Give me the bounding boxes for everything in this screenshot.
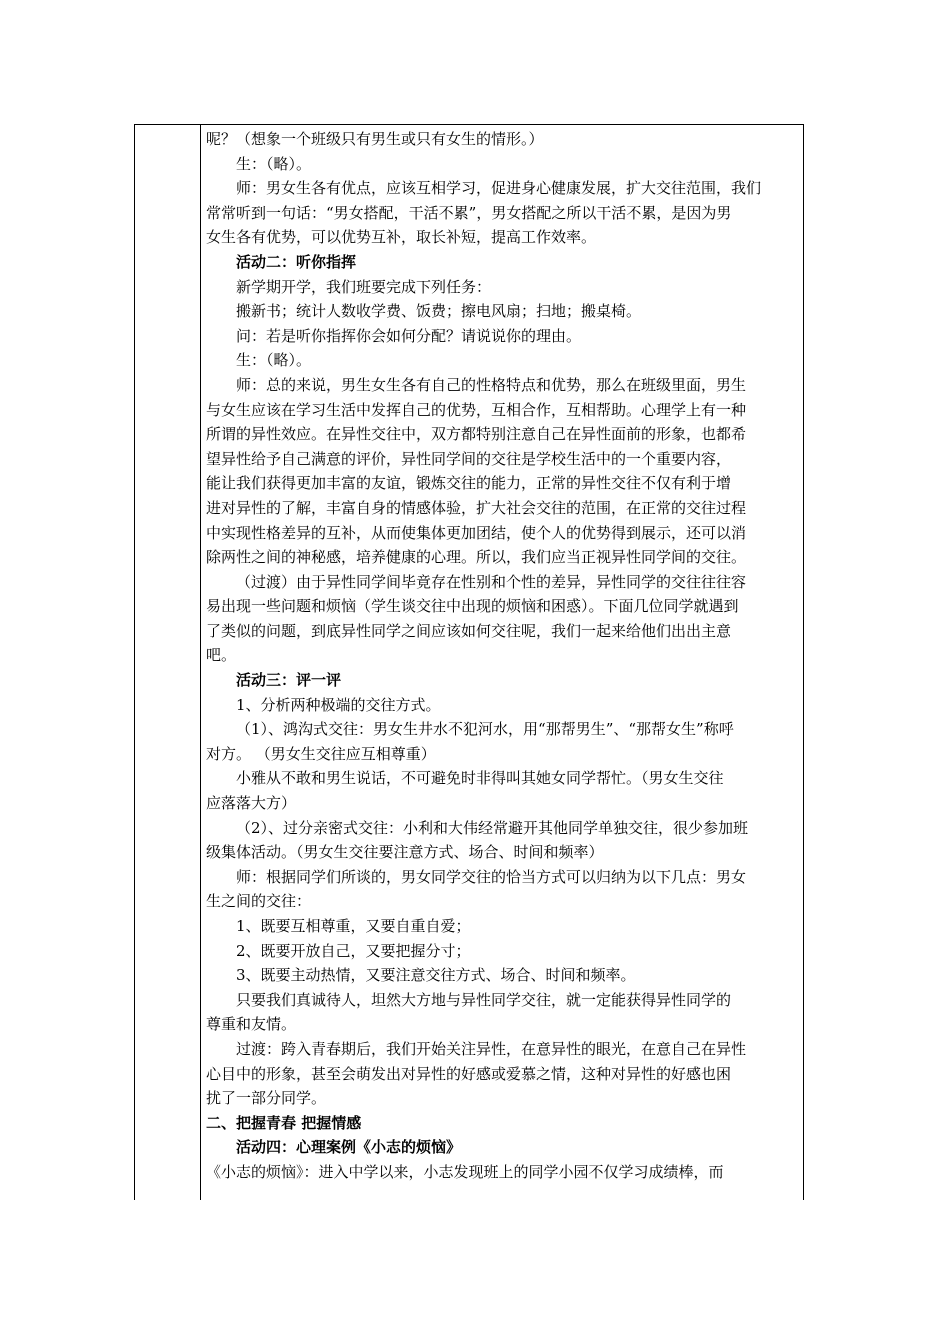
text-line: 1、既要互相尊重，又要自重自爱； bbox=[236, 917, 471, 935]
text-line: 中实现性格差异的互补，从而使集体更加团结，使个人的优势得到展示，还可以消 bbox=[206, 523, 747, 542]
column-divider bbox=[200, 125, 201, 1200]
text-line: 除两性之间的神秘感，培养健康的心理。所以，我们应当正视异性同学间的交往。 bbox=[206, 548, 747, 567]
text-line: 常常听到一句话：“男女搭配，干活不累”，男女搭配之所以干活不累，是因为男 bbox=[206, 203, 732, 222]
text-line: 生：（略）。 bbox=[236, 154, 312, 173]
text-line: 新学期开学，我们班要完成下列任务： bbox=[236, 277, 492, 296]
text-line: 吧。 bbox=[206, 646, 237, 665]
section-heading: 二、把握青春 把握情感 bbox=[206, 1113, 362, 1132]
text-line: 呢？（想象一个班级只有男生或只有女生的情形。） bbox=[206, 130, 544, 148]
text-line: 问：若是听你指挥你会如何分配？请说说你的理由。 bbox=[236, 326, 582, 345]
lesson-text bbox=[206, 127, 798, 1185]
text-line: 1、分析两种极端的交往方式。 bbox=[236, 695, 441, 714]
text-line: （2）、过分亲密式交往：小利和大伟经常避开其他同学单独交往，很少参加班 bbox=[236, 818, 749, 837]
text-line: 2、既要开放自己，又要把握分寸； bbox=[236, 941, 471, 960]
text-line: 女生各有优势，可以优势互补，取长补短，提高工作效率。 bbox=[206, 228, 597, 247]
text-line: 与女生应该在学习生活中发挥自己的优势，互相合作，互相帮助。心理学上有一种 bbox=[206, 400, 747, 419]
text-line: 师：男女生各有优点，应该互相学习，促进身心健康发展，扩大交往范围，我们 bbox=[236, 179, 762, 198]
text-line: 级集体活动。（男女生交往要注意方式、场合、时间和频率） bbox=[206, 843, 604, 862]
text-line: 只要我们真诚待人，坦然大方地与异性同学交往，就一定能获得异性同学的 bbox=[236, 990, 732, 1009]
text-line: 心目中的形象，甚至会萌发出对异性的好感或爱慕之情，这种对异性的好感也困 bbox=[206, 1064, 732, 1083]
text-line: 过渡：跨入青春期后，我们开始关注异性，在意异性的眼光，在意自己在异性 bbox=[236, 1039, 747, 1058]
text-line: 师：总的来说，男生女生各有自己的性格特点和优势，那么在班级里面，男生 bbox=[236, 375, 747, 394]
text-line: 能让我们获得更加丰富的友谊，锻炼交往的能力，正常的异性交往不仅有利于增 bbox=[206, 474, 732, 493]
text-line: 应落落大方） bbox=[206, 794, 297, 813]
text-line: 易出现一些问题和烦恼（学生谈交往中出现的烦恼和困惑）。下面几位同学就遇到 bbox=[206, 597, 739, 616]
text-line: 进对异性的了解，丰富自身的情感体验，扩大社会交往的范围，在正常的交往过程 bbox=[206, 498, 747, 517]
section-heading: 活动二：听你指挥 bbox=[236, 252, 357, 271]
text-line: 扰了一部分同学。 bbox=[206, 1089, 327, 1108]
text-line: 了类似的问题，到底异性同学之间应该如何交往呢，我们一起来给他们出出主意 bbox=[206, 621, 732, 640]
text-line: 搬新书；统计人数收学费、饭费；擦电风扇；扫地；搬桌椅。 bbox=[236, 302, 642, 321]
text-line: 生：（略）。 bbox=[236, 351, 312, 370]
text-line: 所谓的异性效应。在异性交往中，双方都特别注意自己在异性面前的形象，也都希 bbox=[206, 425, 747, 444]
text-line: 3、既要主动热情，又要注意交往方式、场合、时间和频率。 bbox=[236, 966, 636, 985]
section-heading: 活动四：心理案例《小志的烦恼》 bbox=[236, 1138, 462, 1157]
text-line: 尊重和友情。 bbox=[206, 1015, 297, 1034]
text-line: 对方。 （男女生交往应互相尊重） bbox=[206, 744, 436, 763]
text-line: （过渡）由于异性同学间毕竟存在性别和个性的差异，异性同学的交往往往容 bbox=[236, 572, 747, 591]
text-line: 望异性给予自己满意的评价，异性同学间的交往是学校生活中的一个重要内容， bbox=[206, 449, 732, 468]
text-line: 生之间的交往： bbox=[206, 892, 312, 911]
text-line: 小雅从不敢和男生说话，不可避免时非得叫其她女同学帮忙。（男女生交往 bbox=[236, 769, 724, 788]
text-line: （1）、鸿沟式交往：男女生井水不犯河水，用“那帮男生”、“那帮女生”称呼 bbox=[236, 720, 734, 739]
text-line: 《小志的烦恼》：进入中学以来，小志发现班上的同学小园不仅学习成绩棒，而 bbox=[206, 1162, 724, 1181]
section-heading: 活动三：评一评 bbox=[236, 671, 342, 690]
text-line: 师：根据同学们所谈的，男女同学交往的恰当方式可以归纳为以下几点：男女 bbox=[236, 867, 747, 886]
